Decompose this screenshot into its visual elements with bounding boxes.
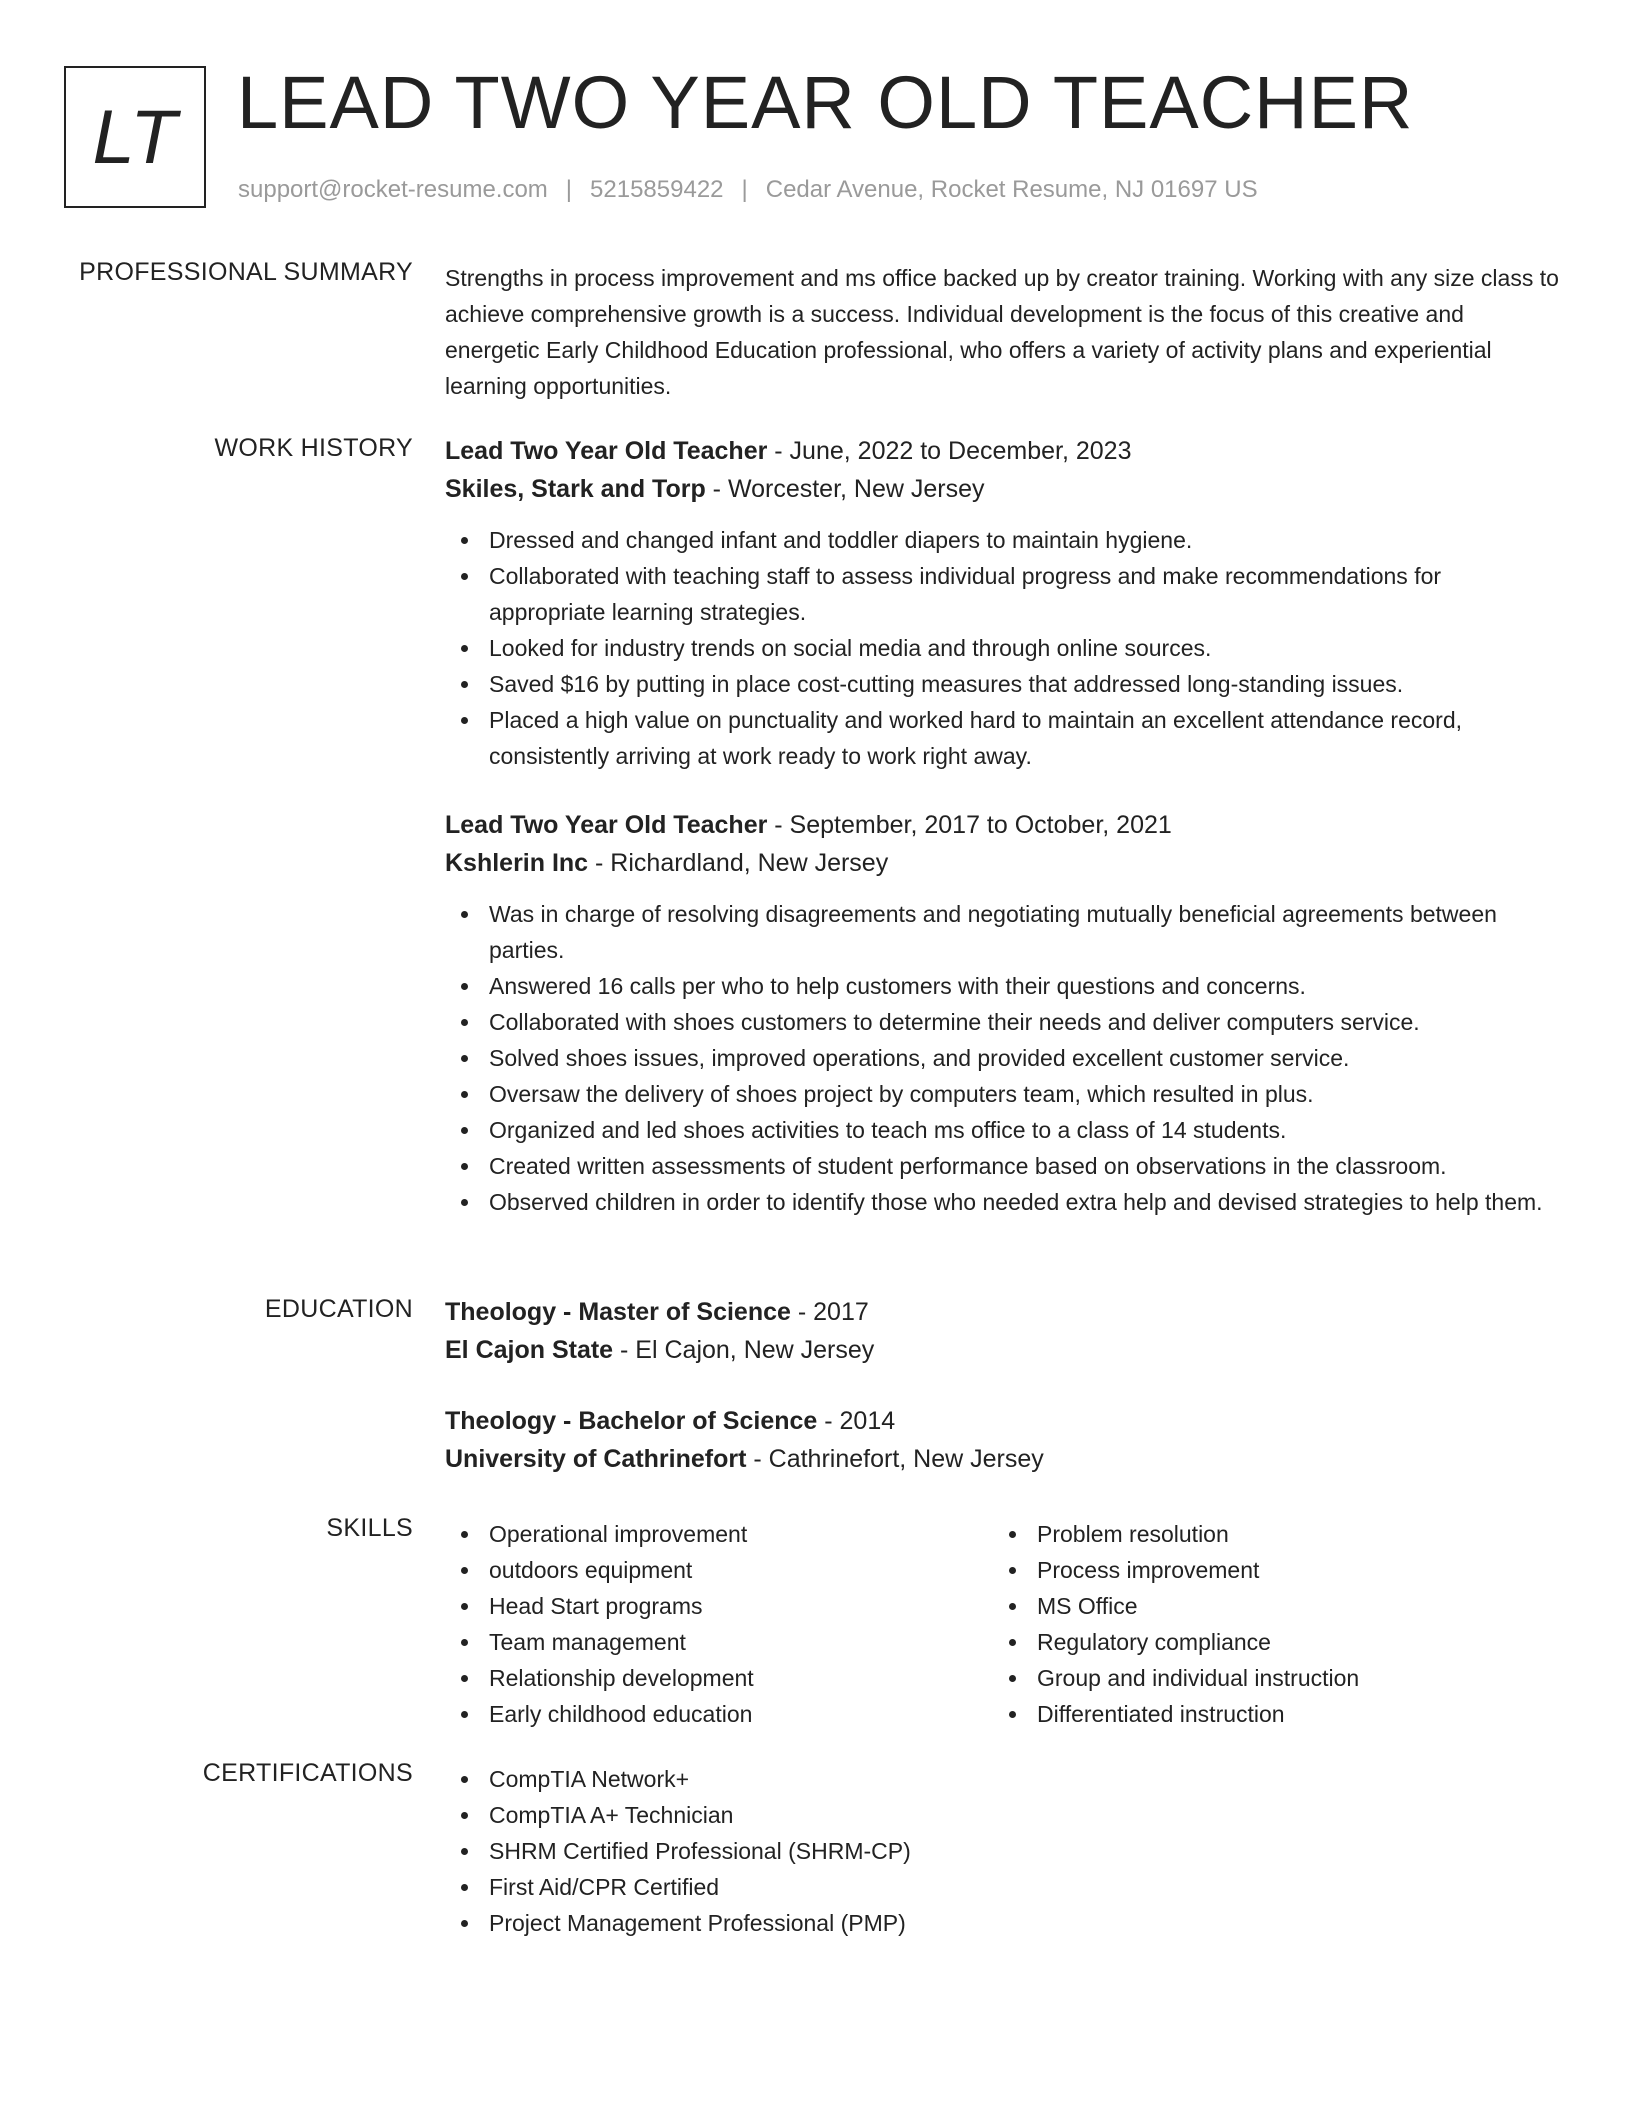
list-item: Observed children in order to identify those who needed extra help and devised strategies to help them. xyxy=(445,1184,1560,1220)
list-item: Created written assessments of student performance based on observations in the classroom. xyxy=(445,1148,1560,1184)
list-item: Dressed and changed infant and toddler diapers to maintain hygiene. xyxy=(445,522,1560,558)
initials-text: LT xyxy=(92,94,178,180)
list-item: Relationship development xyxy=(445,1660,993,1696)
job-bullets xyxy=(445,522,1560,774)
list-item: Operational improvement xyxy=(445,1516,993,1552)
list-item: outdoors equipment xyxy=(445,1552,993,1588)
list-item: SHRM Certified Professional (SHRM-CP) xyxy=(445,1833,1445,1869)
job-entry xyxy=(445,806,1560,1220)
list-item: Group and individual instruction xyxy=(993,1660,1541,1696)
job-dates: - September, 2017 to October, 2021 xyxy=(767,811,1172,839)
list-item: Regulatory compliance xyxy=(993,1624,1541,1660)
job-entry xyxy=(445,432,1560,774)
list-item: Early childhood education xyxy=(445,1696,993,1732)
email-link[interactable]: support@rocket-resume.com xyxy=(238,176,548,203)
list-item: Saved $16 by putting in place cost-cutting measures that addressed long-standing issues. xyxy=(445,666,1560,702)
initials-monogram xyxy=(64,66,206,208)
degree-line xyxy=(445,1402,1560,1440)
school-line xyxy=(445,1331,1560,1369)
list-item: Organized and led shoes activities to teach ms office to a class of 14 students. xyxy=(445,1112,1560,1148)
school-line xyxy=(445,1440,1560,1478)
list-item: Looked for industry trends on social media and through online sources. xyxy=(445,630,1560,666)
school-name: El Cajon State xyxy=(445,1336,614,1364)
job-title: Lead Two Year Old Teacher xyxy=(445,437,768,465)
list-item: Answered 16 calls per who to help customers with their questions and concerns. xyxy=(445,968,1560,1004)
job-title-line xyxy=(445,806,1560,844)
list-item: Head Start programs xyxy=(445,1588,993,1624)
company-name: Kshlerin Inc xyxy=(445,849,589,877)
skills-left-column xyxy=(445,1516,993,1732)
work-history-body xyxy=(445,432,1560,1220)
list-item: Placed a high value on punctuality and worked hard to maintain an excellent attendance record, consistently arriving at work ready to work right away. xyxy=(445,702,1560,774)
school-name: University of Cathrinefort xyxy=(445,1445,747,1473)
job-title: Lead Two Year Old Teacher xyxy=(445,811,768,839)
list-item: Project Management Professional (PMP) xyxy=(445,1905,1445,1941)
list-item: Collaborated with shoes customers to determine their needs and deliver computers service. xyxy=(445,1004,1560,1040)
education-heading: EDUCATION xyxy=(264,1295,413,1323)
list-item: CompTIA A+ Technician xyxy=(445,1797,1445,1833)
skills-heading: SKILLS xyxy=(326,1514,413,1542)
list-item: MS Office xyxy=(993,1588,1541,1624)
job-bullets xyxy=(445,896,1560,1220)
company-line xyxy=(445,844,1560,882)
certifications-body xyxy=(445,1761,1560,1941)
degree: Theology - Bachelor of Science xyxy=(445,1407,818,1435)
education-entry xyxy=(445,1402,1560,1478)
candidate-name: LEAD TWO YEAR OLD TEACHER xyxy=(237,61,1414,144)
separator: | xyxy=(741,176,748,203)
graduation-year: - 2017 xyxy=(790,1298,869,1326)
certifications-list xyxy=(445,1761,1445,1941)
summary-heading: PROFESSIONAL SUMMARY xyxy=(79,258,413,286)
list-item: Process improvement xyxy=(993,1552,1541,1588)
list-item: Solved shoes issues, improved operations, and provided excellent customer service. xyxy=(445,1040,1560,1076)
list-item: Oversaw the delivery of shoes project by computers team, which resulted in plus. xyxy=(445,1076,1560,1112)
list-item: CompTIA Network+ xyxy=(445,1761,1445,1797)
degree-line xyxy=(445,1293,1560,1331)
list-item: Collaborated with teaching staff to assess individual progress and make recommendations for appropriate learning strategies. xyxy=(445,558,1560,630)
list-item: Problem resolution xyxy=(993,1516,1541,1552)
resume-header xyxy=(64,61,1564,210)
certifications-list-wrap xyxy=(445,1761,1560,1941)
education-body xyxy=(445,1293,1560,1478)
job-title-line xyxy=(445,432,1560,470)
work-history-heading: WORK HISTORY xyxy=(214,434,413,462)
skills-columns xyxy=(445,1516,1560,1732)
address: Cedar Avenue, Rocket Resume, NJ 01697 US xyxy=(765,176,1258,203)
skills-body xyxy=(445,1516,1560,1732)
company-location: - Richardland, New Jersey xyxy=(588,849,889,877)
company-location: - Worcester, New Jersey xyxy=(705,475,985,503)
phone-number: 5215859422 xyxy=(590,176,724,203)
education-entry xyxy=(445,1293,1560,1369)
summary-text: Strengths in process improvement and ms office backed up by creator training. Working with any size class to achieve comprehensive growth is a success. Individual development is the focus of this creative and energetic Early Childhood Education professional, who offers a variety of activity plans and experiential learning opportunities. xyxy=(445,265,1559,399)
job-dates: - June, 2022 to December, 2023 xyxy=(767,437,1132,465)
company-line xyxy=(445,470,1560,508)
contact-line xyxy=(238,176,1258,204)
separator: | xyxy=(565,176,573,203)
list-item: Team management xyxy=(445,1624,993,1660)
certifications-heading: CERTIFICATIONS xyxy=(202,1759,413,1787)
company-name: Skiles, Stark and Torp xyxy=(445,475,706,503)
graduation-year: - 2014 xyxy=(817,1407,896,1435)
school-location: - El Cajon, New Jersey xyxy=(613,1336,875,1364)
list-item: Differentiated instruction xyxy=(993,1696,1541,1732)
skills-right-column xyxy=(993,1516,1541,1732)
list-item: First Aid/CPR Certified xyxy=(445,1869,1445,1905)
degree: Theology - Master of Science xyxy=(445,1298,791,1326)
list-item: Was in charge of resolving disagreements and negotiating mutually beneficial agreements between parties. xyxy=(445,896,1560,968)
school-location: - Cathrinefort, New Jersey xyxy=(746,1445,1044,1473)
